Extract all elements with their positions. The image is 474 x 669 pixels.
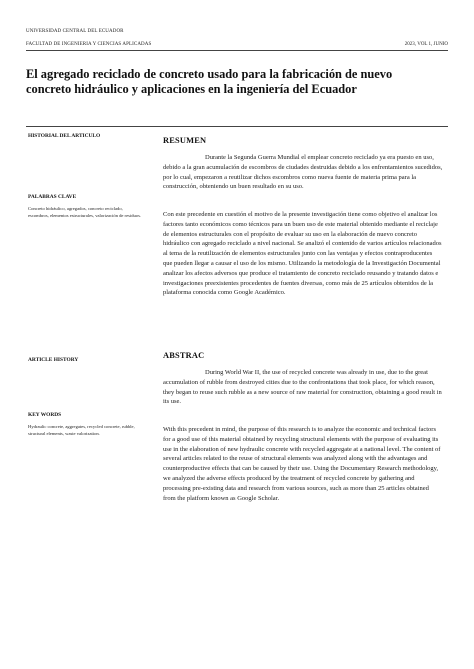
- university-name: UNIVERSIDAD CENTRAL DEL ECUADOR: [26, 29, 124, 34]
- article-history-heading: ARTICLE HISTORY: [28, 357, 79, 363]
- faculty-name: FACULTAD DE INGENIERIA Y CIENCIAS APLICADAS: [26, 42, 152, 47]
- keywords-heading: KEY WORDS: [28, 412, 62, 418]
- article-title: El agregado reciclado de concreto usado para la fabricación de nuevo concreto hidráulico y aplicaciones en la ingeniería del Ecuador: [26, 67, 393, 96]
- abstract-paragraph-1: During World War II, the use of recycled concrete was already in use, due to the great accumulation of rubble from destroyed cities due to the confrontations that took place, for which reason, they began to reuse such rubble as a new source of raw material for construction, obtaining a good result in its use.: [163, 369, 442, 406]
- palabras-clave-heading: PALABRAS CLAVE: [28, 194, 77, 200]
- resumen-paragraph-2: Con este precedente en cuestión el motivo de la presente investigación tiene como objetivo el analizar los factores tanto económicos como técnicos para un buen uso de este material obtenido mediante el reciclaje de elementos estructurales con el propósito de evaluar su uso en la elaboración de nuevo concreto hidráulico con agregado reciclado a nivel nacional. Se analizó el contenido de varios artículos relacionados al tema de la reutilización de elementos estructurales junto con las ventajas y efectos contraproducentes que pueden llegar a causar el uso de los mismo. Utilizando la metodología de la Investigación Documental analizar los afectos adversos que produce el tratamiento de concreto reciclado reusando y tratando datos e investigaciones preexistentes procedentes de fuentes diversas, como más de 25 artículos obtenidos de la plataforma conocida como Google Académico.: [163, 211, 442, 297]
- abstract-heading: ABSTRAC: [163, 351, 205, 360]
- resumen-heading: RESUMEN: [163, 136, 207, 145]
- palabras-clave-text: Concreto hidráulico, agregados, concreto reciclado, escombros, elementos estructurales, valorización de residuos.: [28, 206, 142, 218]
- historial-heading: HISTORIAL DEL ARTICULO: [28, 133, 101, 139]
- abstract-paragraph-2: With this precedent in mind, the purpose of this research is to analyze the economic and technical factors for a good use of this material obtained by recycling structural elements with the purpose of evaluating its use in the elaboration of new hydraulic concrete with recycled aggregate at a national level. The content of several articles related to the reuse of structural elements was analyzed along with the advantages and counterproductive effects that can be caused by their use. Using the Documentary Research methodology, we analyzed the adverse effects produced by the treatment of recycled concrete by gathering and processing pre-existing data and research from various sources, such as more than 25 articles obtained from the platform known as Google Scholar.: [163, 426, 441, 502]
- header-rule: [26, 50, 448, 51]
- title-rule: [26, 126, 448, 127]
- issue-info: 2023, VOL 1, JUNIO: [404, 42, 448, 47]
- resumen-paragraph-1: Durante la Segunda Guerra Mundial el emplear concreto reciclado ya era puesto en uso, debido a la gran acumulación de escombros de ciudades destruidas debido a los enfrentamientos sucedidos, por lo cual, empezaron a reutilizar dichos escombros como nueva fuente de materia prima para la construcción, obteniendo un buen resultado en su uso.: [163, 154, 443, 191]
- keywords-text: Hydraulic concrete, aggregates, recycled concrete, rubble, structural elements, waste valorization.: [28, 424, 135, 436]
